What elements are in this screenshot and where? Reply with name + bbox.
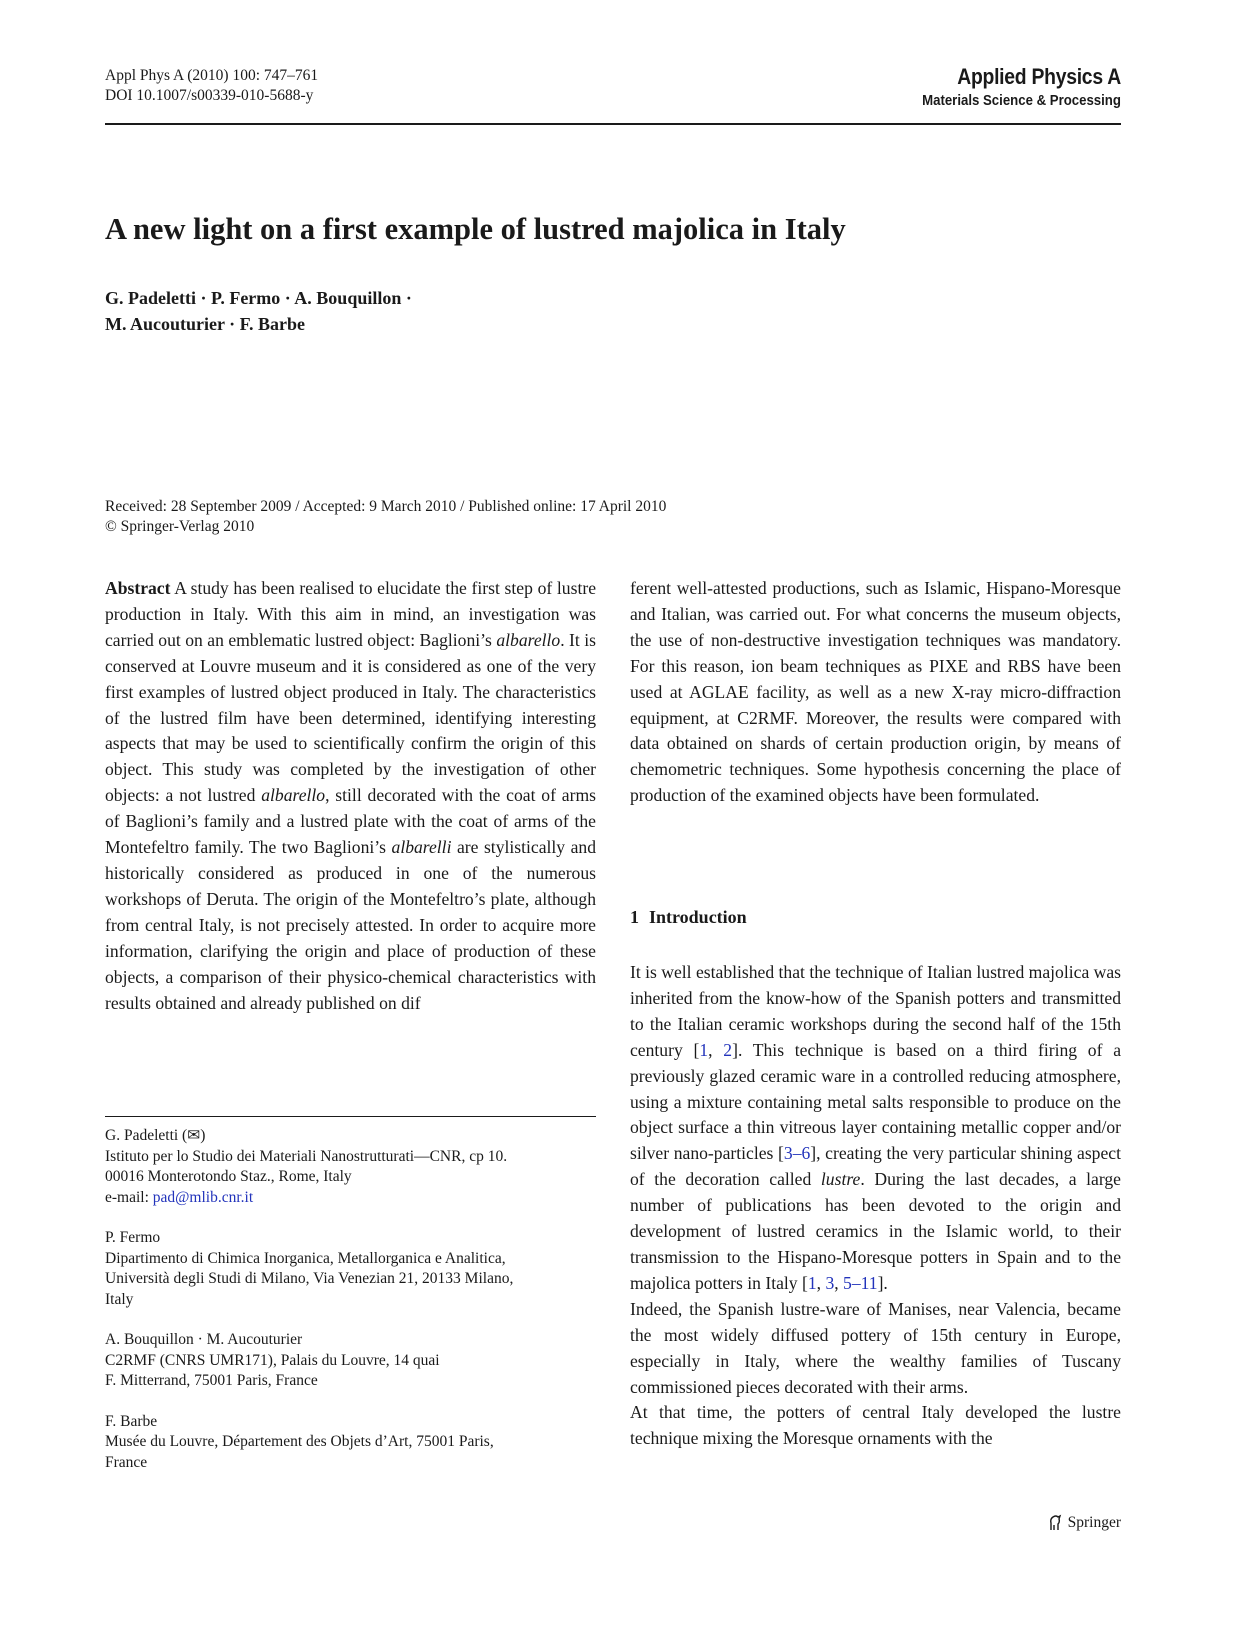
abstract-text: A study has been realised to elucidate the first step of lustre production in Italy. With this aim in mind, an investigation was carried out on an emblematic lustred object: Baglioni’s (105, 578, 596, 650)
affiliation-address: F. Mitterrand, 75001 Paris, France (105, 1372, 318, 1389)
intro-paragraph: At that time, the potters of central Italy developed the lustre technique mixing the Moresque ornaments with the (630, 1402, 1121, 1449)
body-text: ]. This technique is based on a third firing of a previously glazed ceramic ware in a controlled reducing atmosphere, using a mixture containing metal salts responsible to produce on the object surface a thin vitreous layer containing metallic copper and/or silver nano-particles [ (630, 1039, 1122, 1164)
footnote-divider (105, 1116, 596, 1117)
publication-dates (105, 497, 666, 537)
affiliations (105, 1126, 596, 1493)
abstract-label: Abstract (105, 578, 171, 598)
affiliation-author: F. Barbe (105, 1412, 158, 1430)
citation-line: Appl Phys A (2010) 100: 747–761 (105, 67, 319, 84)
doi-line: DOI 10.1007/s00339-010-5688-y (105, 87, 314, 104)
section-number: 1 (630, 907, 639, 927)
affiliation-address: 00016 Monterotondo Staz., Rome, Italy (105, 1168, 352, 1185)
journal-subtitle: Materials Science & Processing (922, 92, 1121, 109)
authors-line: M. Aucouturier · F. Barbe (105, 314, 305, 334)
springer-horse-icon (1047, 1514, 1063, 1532)
reference-link[interactable]: 3 (825, 1272, 835, 1293)
authors-line: G. Padeletti · P. Fermo · A. Bouquillon · (105, 288, 412, 308)
reference-link[interactable]: 2 (723, 1039, 733, 1060)
affiliation-entry (105, 1330, 596, 1392)
body-text: ]. (877, 1272, 888, 1293)
affiliation-address: Università degli Studi di Milano, Via Venezian 21, 20133 Milano, (105, 1270, 514, 1287)
header-divider (105, 123, 1121, 125)
affiliation-address: Musée du Louvre, Département des Objets d’Art, 75001 Paris, (105, 1433, 494, 1450)
abstract-text: . It is conserved at Louvre museum and it is considered as one of the very first examples of lustred object produced in Italy. The characteristics of the lustred film have been determined, identifying interesting aspects that may be used to scientifically confirm the origin of this object. This study was completed by the investigation of other objects: a not lustred (105, 629, 596, 806)
body-text: It is well established that the technique of Italian lustred majolica was inherited from the know-how of the Spanish potters and transmitted to the Italian ceramic workshops during the second half of the 15th century [ (630, 962, 1122, 1060)
intro-paragraph (630, 960, 1121, 1297)
citation-block (105, 66, 318, 106)
article-title: A new light on a first example of lustred majolica in Italy (105, 212, 846, 246)
abstract-italic: albarelli (391, 837, 452, 858)
journal-masthead (895, 64, 1121, 109)
affiliation-author: P. Fermo (105, 1229, 161, 1246)
introduction-body (630, 960, 1121, 1452)
affiliation-email (105, 1188, 596, 1209)
reference-link[interactable]: 1 (807, 1272, 817, 1293)
section-heading (630, 907, 747, 928)
email-label: e-mail: (105, 1188, 153, 1206)
affiliation-entry (105, 1412, 596, 1474)
italic-term: lustre (820, 1169, 861, 1190)
affiliation-entry (105, 1126, 596, 1208)
abstract-text: are stylistically and historically considered as produced in one of the numerous workshops of Deruta. The origin of the Montefeltro’s plate, although from central Italy, is not precisely attested. In order to acquire more information, clarifying the origin and place of production of these objects, a comparison of their physico-chemical characteristics with results obtained and already published on dif (105, 837, 596, 1013)
affiliation-entry (105, 1228, 596, 1310)
abstract-paragraph (105, 576, 596, 1016)
abstract-text: , still decorated with the coat of arms of Baglioni’s family and a lustred plate with the coat of arms of the Montefeltro family. The two Baglioni’s (105, 785, 596, 858)
affiliation-address: Dipartimento di Chimica Inorganica, Metallorganica e Analitica, (105, 1249, 506, 1267)
publisher-name: Springer (1067, 1514, 1121, 1531)
affiliation-address: C2RMF (CNRS UMR171), Palais du Louvre, 14 quai (105, 1351, 440, 1369)
email-link[interactable]: pad@mlib.cnr.it (152, 1188, 254, 1206)
reference-link[interactable]: 1 (699, 1039, 709, 1060)
body-text: . During the last decades, a large number of publications has been devoted to the origin and development of lustred ceramics in the Islamic world, to their transmission to the Hispano-Moresque potters in Spain and to the majolica potters in Italy [ (630, 1169, 1121, 1293)
affiliation-author: A. Bouquillon · M. Aucouturier (105, 1331, 303, 1348)
copyright-line: © Springer-Verlag 2010 (105, 518, 255, 535)
abstract-column-left (105, 576, 596, 1016)
abstract-italic: albarello (496, 629, 561, 650)
body-text: , (708, 1039, 724, 1060)
abstract-continuation: ferent well-attested productions, such as Islamic, Hispano-Moresque and Italian, was carried out. For what concerns the museum objects, the use of non-destructive investigation techniques was mandatory. For this reason, ion beam techniques as PIXE and RBS have been used at AGLAE facility, as well as a new X-ray micro-diffraction equipment, at C2RMF. Moreover, the results were compared with data obtained on shards of certain production origin, by means of chemometric techniques. Some hypothesis concerning the place of production of the examined objects have been formulated. (630, 578, 1121, 806)
abstract-italic: albarello (261, 785, 326, 806)
intro-paragraph: Indeed, the Spanish lustre-ware of Manises, near Valencia, became the most widely diffused pottery of 15th century in Europe, especially in Italy, where the wealthy families of Tuscany commissioned pieces decorated with their arms. (630, 1298, 1121, 1397)
publisher-footer (1047, 1514, 1121, 1532)
reference-link[interactable]: 3–6 (783, 1143, 811, 1164)
body-text: , (816, 1272, 826, 1293)
body-text: , (834, 1272, 844, 1293)
affiliation-address: Istituto per lo Studio dei Materiali Nanostrutturati—CNR, cp 10. (105, 1147, 508, 1165)
section-title: Introduction (649, 907, 747, 927)
journal-name: Applied Physics A (957, 64, 1121, 89)
affiliation-author: G. Padeletti (✉) (105, 1127, 206, 1144)
affiliation-address: France (105, 1453, 148, 1471)
abstract-column-right (630, 576, 1121, 809)
body-text: ], creating the very particular shining aspect of the decoration called (630, 1143, 1121, 1190)
author-list (105, 285, 412, 337)
reference-link[interactable]: 5–11 (843, 1272, 878, 1293)
affiliation-address: Italy (105, 1290, 134, 1308)
history-line: Received: 28 September 2009 / Accepted: 9 March 2010 / Published online: 17 April 2010 (105, 498, 667, 515)
